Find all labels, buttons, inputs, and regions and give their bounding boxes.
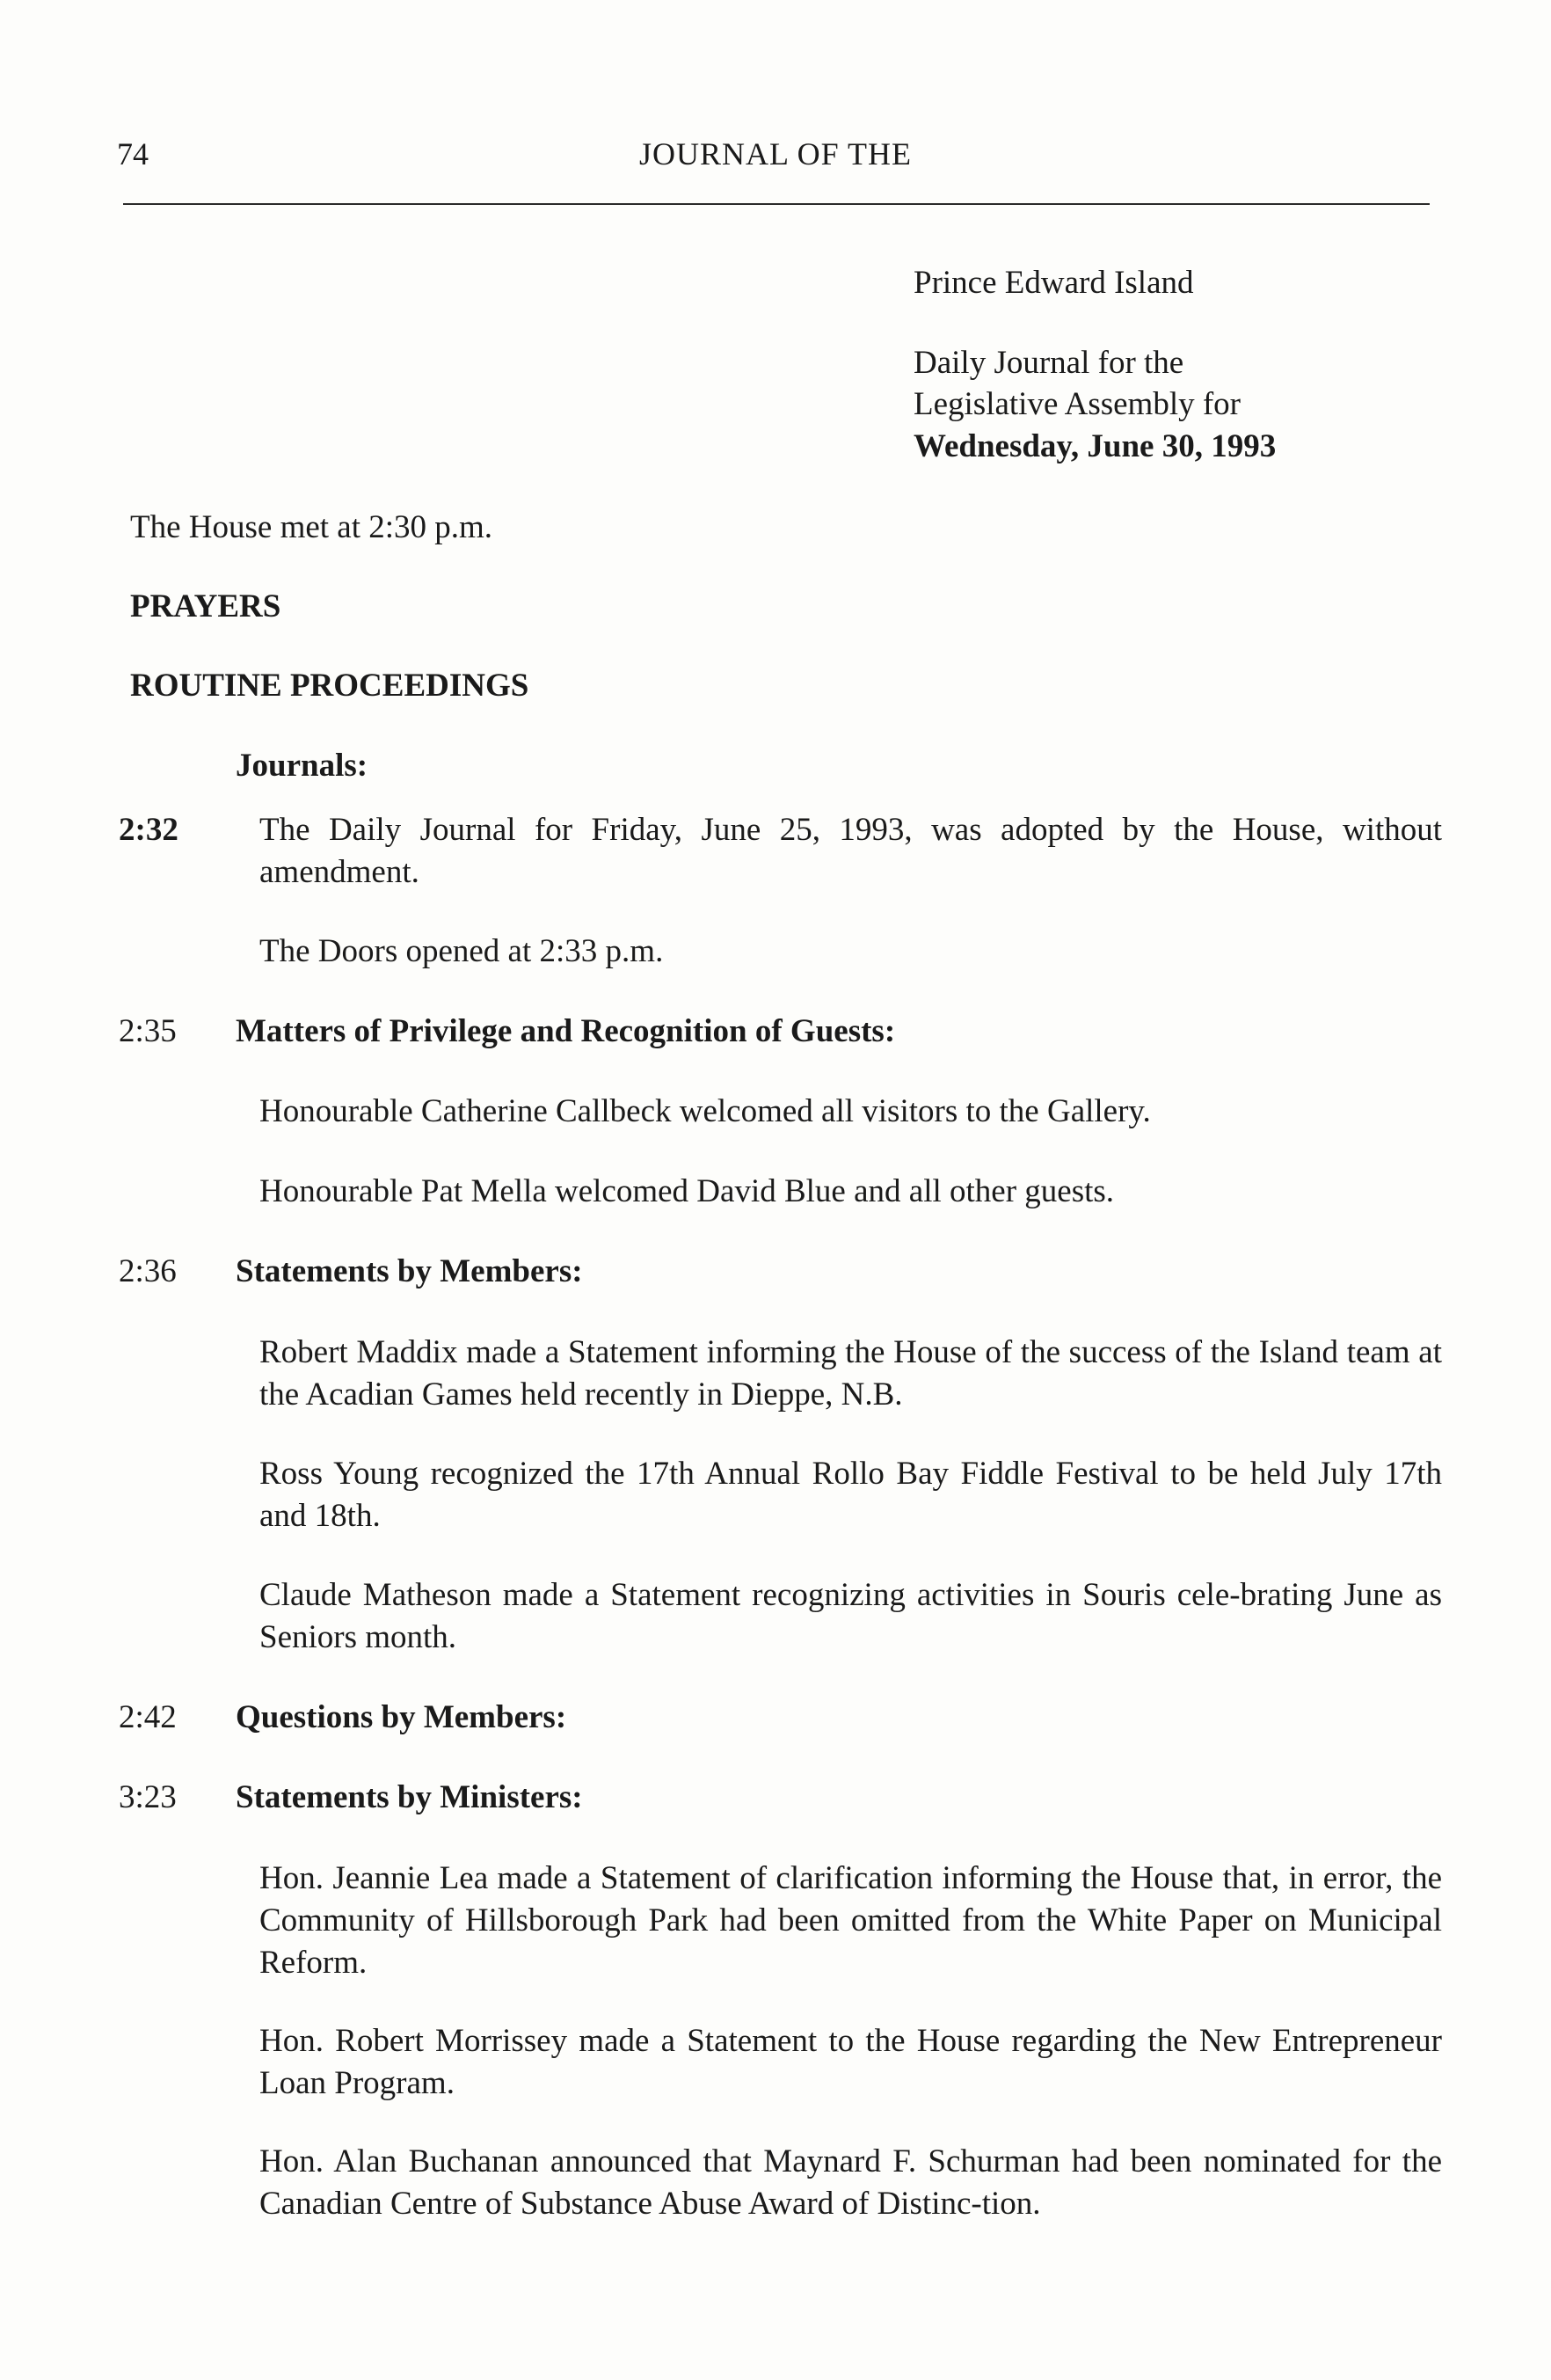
- minister-statement: Hon. Robert Morrissey made a Statement to the House regarding the New Entrepreneur Loan Program.: [259, 2023, 1442, 2101]
- members-statements-heading: Statements by Members:: [236, 1253, 583, 1289]
- masthead-line-2: Legislative Assembly for: [914, 386, 1241, 422]
- member-statement: Claude Matheson made a Statement recognizing activities in Souris cele-brating June as Seniors month.: [259, 1577, 1442, 1655]
- journals-adoption: The Daily Journal for Friday, June 25, 1993, was adopted by the House, without amendment.: [259, 812, 1442, 890]
- masthead-line-1: Daily Journal for the: [914, 345, 1184, 381]
- running-title: JOURNAL OF THE: [638, 136, 912, 172]
- ministers-statements-heading: Statements by Ministers:: [236, 1779, 583, 1815]
- questions-time: 2:42: [119, 1699, 177, 1735]
- privilege-time: 2:35: [119, 1013, 177, 1049]
- members-statements-time: 2:36: [119, 1253, 177, 1289]
- member-statement: Ross Young recognized the 17th Annual Rollo Bay Fiddle Festival to be held July 17th and 18th.: [259, 1456, 1442, 1534]
- prayers-heading: PRAYERS: [130, 588, 281, 624]
- journals-time: 2:32: [119, 812, 178, 848]
- page-number: 74: [117, 136, 149, 172]
- header-rule: [123, 203, 1430, 205]
- minister-statement: Hon. Alan Buchanan announced that Maynard F. Schurman had been nominated for the Canadian Centre of Substance Abuse Award of Distinc-tion.: [259, 2143, 1442, 2222]
- minister-statement: Hon. Jeannie Lea made a Statement of clarification informing the House that, in error, the Community of Hillsborough Park had been omitted from the White Paper on Municipal Reform.: [259, 1860, 1442, 1981]
- house-met: The House met at 2:30 p.m.: [130, 509, 493, 545]
- member-statement: Robert Maddix made a Statement informing the House of the success of the Island team at the Acadian Games held recently in Dieppe, N.B.: [259, 1334, 1442, 1413]
- privilege-item: Honourable Pat Mella welcomed David Blue and all other guests.: [259, 1173, 1115, 1209]
- sitting-date: Wednesday, June 30, 1993: [914, 428, 1277, 464]
- doors-opened: The Doors opened at 2:33 p.m.: [259, 933, 664, 969]
- questions-heading: Questions by Members:: [236, 1699, 567, 1735]
- journals-heading: Journals:: [236, 748, 368, 784]
- privilege-item: Honourable Catherine Callbeck welcomed all visitors to the Gallery.: [259, 1093, 1151, 1129]
- ministers-statements-time: 3:23: [119, 1779, 177, 1815]
- privilege-heading: Matters of Privilege and Recognition of Guests:: [236, 1013, 896, 1049]
- province-name: Prince Edward Island: [914, 265, 1194, 301]
- routine-proceedings-heading: ROUTINE PROCEEDINGS: [130, 668, 529, 704]
